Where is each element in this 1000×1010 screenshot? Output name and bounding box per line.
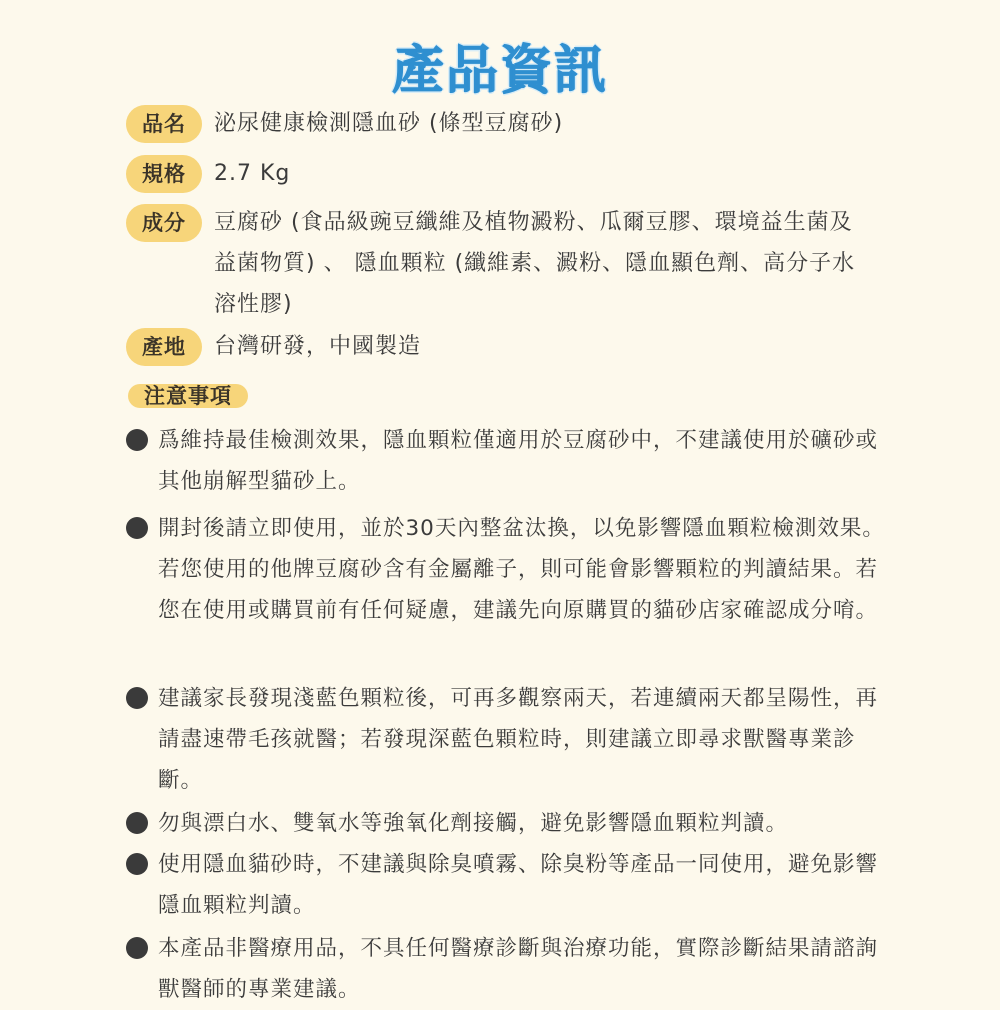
spec-label-name: 品名 <box>126 105 202 143</box>
bullet-dot-icon <box>126 429 148 451</box>
spec-row-origin <box>126 328 886 367</box>
spec-row-ingredients <box>126 204 886 325</box>
list-item <box>126 678 886 801</box>
notes-label: 注意事項 <box>128 384 248 408</box>
notes-list <box>126 420 886 1010</box>
note-text: 建議家長發現淺藍色顆粒後，可再多觀察兩天，若連續兩天都呈陽性，再請盡速帶毛孩就醫；若發現深藍色顆粒時，則建議立即尋求獸醫專業診斷。 <box>158 686 879 793</box>
spec-row-size <box>126 155 886 194</box>
spec-value-name: 泌尿健康檢測隱血砂 (條型豆腐砂) <box>214 111 564 136</box>
note-text: 爲維持最佳檢測效果，隱血顆粒僅適用於豆腐砂中，不建議使用於礦砂或其他崩解型貓砂上。 <box>158 428 879 494</box>
spec-label-ingredients: 成分 <box>126 204 202 242</box>
bullet-dot-icon <box>126 812 148 834</box>
note-text: 開封後請立即使用，並於30天內整盆汰換，以免影響隱血顆粒檢測效果。若您使用的他牌豆腐砂含有金屬離子，則可能會影響顆粒的判讀結果。若您在使用或購買前有任何疑慮，建議先向原購買的貓砂店家確認成分唷。 <box>158 516 885 623</box>
bullet-dot-icon <box>126 517 148 539</box>
spec-value-origin: 台灣研發，中國製造 <box>214 334 422 359</box>
list-item <box>126 844 886 926</box>
spec-row-name <box>126 105 886 144</box>
list-item <box>126 420 886 502</box>
spec-value-size: 2.7 Kg <box>214 161 291 186</box>
spec-value-ingredients: 豆腐砂 (食品級豌豆纖維及植物澱粉、瓜爾豆膠、環境益生菌及益菌物質) 、 隱血顆粒 (纖維素、澱粉、隱血顯色劑、高分子水溶性膠) <box>214 210 856 317</box>
list-item <box>126 928 886 1010</box>
note-text: 本產品非醫療用品，不具任何醫療診斷與治療功能，實際診斷結果請諮詢獸醫師的專業建議。 <box>158 936 879 1002</box>
list-item <box>126 803 886 844</box>
list-item <box>126 508 886 672</box>
note-text: 勿與漂白水、雙氧水等強氧化劑接觸，避免影響隱血顆粒判讀。 <box>158 811 789 836</box>
bullet-dot-icon <box>126 687 148 709</box>
spec-label-origin: 產地 <box>126 328 202 366</box>
note-text: 使用隱血貓砂時，不建議與除臭噴霧、除臭粉等產品一同使用，避免影響隱血顆粒判讀。 <box>158 852 879 918</box>
bullet-dot-icon <box>126 937 148 959</box>
spec-label-size: 規格 <box>126 155 202 193</box>
bullet-dot-icon <box>126 853 148 875</box>
page-title: 產品資訊 <box>391 41 608 101</box>
notes-heading <box>128 377 248 415</box>
